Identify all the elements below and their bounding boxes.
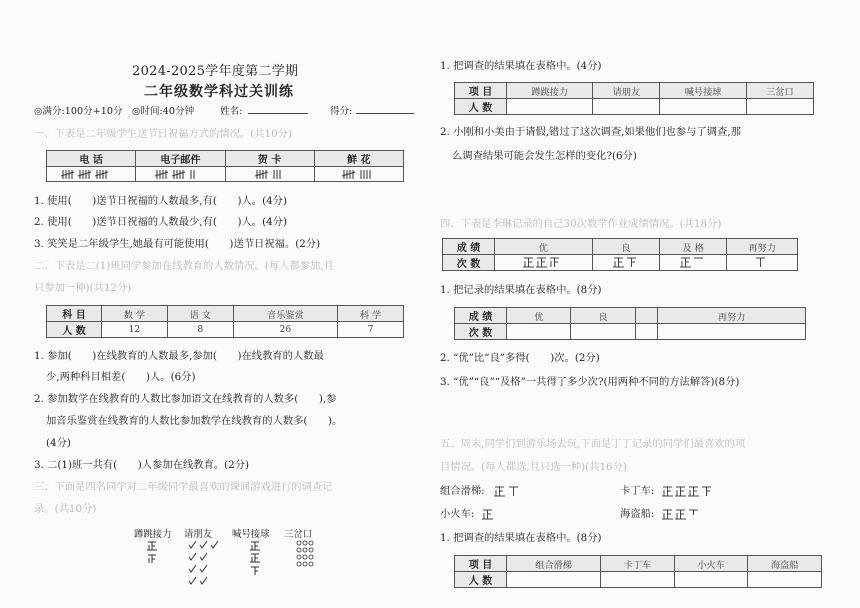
- section4-heading: 四、下表是李琳记录的自己30次数学作业成绩情况。(共18分): [440, 218, 722, 230]
- cell-squat-relay: 蹲跳接力: [507, 83, 593, 99]
- zheng-tally-icon: [146, 541, 160, 565]
- zheng-tally-icon: [249, 541, 263, 577]
- s2-question-2a: 2. 参加数学在线教育的人数比参加语文在线教育的人数多( ),参: [34, 393, 337, 405]
- header-flower: 鲜 花: [314, 151, 403, 167]
- zheng-tally-icon: [523, 257, 563, 268]
- s2-question-1b: 少,两种科目相差( )人。(6分): [46, 371, 196, 383]
- meta-full-score: ◎满分:100分+10分: [34, 106, 123, 117]
- cell-combo-slide: 组合滑梯: [507, 556, 601, 572]
- tally-email: [136, 167, 225, 182]
- answer-cell[interactable]: [593, 99, 660, 115]
- amusement-result-table: [454, 555, 822, 588]
- answer-cell[interactable]: [658, 324, 806, 340]
- s1-question-1: 1. 使用( )送节日祝福的人数最多,有( )人。(4分): [34, 195, 287, 207]
- game-result-table: [454, 82, 814, 115]
- game-label-friends: 请朋友: [184, 529, 213, 540]
- answer-cell[interactable]: [635, 324, 658, 340]
- cell-count-label: 人 数: [455, 572, 507, 588]
- zheng-tally-icon: [662, 509, 702, 520]
- zheng-tally-icon: [494, 486, 522, 497]
- section3-heading-line1: 三、下面是四名同学对二年级同学最喜欢的课间游戏进行的调查记: [34, 481, 333, 493]
- cell-pass: 及 格: [659, 239, 726, 255]
- cell-good: 良: [571, 308, 635, 324]
- zheng-tally-icon: [755, 257, 769, 268]
- cell-try-harder: 再努力: [727, 239, 798, 255]
- name-label: 姓名:: [220, 106, 243, 117]
- cell-science-count: 7: [338, 322, 404, 338]
- online-education-table: [46, 305, 404, 338]
- tally-card: [225, 167, 314, 182]
- cell-good: 良: [592, 239, 659, 255]
- s3-question-2b: 么调查结果可能会发生怎样的变化?(6分): [452, 150, 637, 162]
- checkmarks-icon: [188, 540, 222, 590]
- left-column: [34, 0, 430, 608]
- answer-cell[interactable]: [601, 572, 675, 588]
- record-combo-slide-label: 组合滑梯:: [440, 485, 485, 497]
- score-field[interactable]: [356, 104, 414, 114]
- s5-question-1: 1. 把调查的结果填在表格中。(8分): [440, 532, 602, 544]
- grade-result-table: [454, 307, 806, 340]
- section5-heading-line2: 目情况。(每人都选,且只选一种)(共16分): [440, 461, 627, 473]
- answer-cell[interactable]: [746, 99, 813, 115]
- s3-question-2a: 2. 小刚和小美由于请假,错过了这次调查,如果他们也参与了调查,那: [440, 126, 741, 138]
- cell-excellent: 优: [495, 239, 593, 255]
- header-phone: 电 话: [47, 151, 136, 167]
- cell-chinese: 语 文: [167, 306, 233, 322]
- cell-three-ways: 三岔口: [746, 83, 813, 99]
- cell-excellent: 优: [507, 308, 571, 324]
- right-column: [440, 0, 836, 608]
- page-title: 二年级数学科过关训练: [144, 84, 294, 100]
- section1-heading: 一、下表是二年级学生送节日祝福方式的情况。(共10分): [34, 128, 292, 140]
- s1-question-3: 3. 笑笑是二年级学生,她最有可能使用( )送节日祝福。(2分): [34, 238, 321, 250]
- s3-question-1: 1. 把调查的结果填在表格中。(4分): [440, 60, 602, 72]
- tally-marks-icon: [255, 169, 285, 180]
- zheng-tally-icon: [680, 257, 706, 268]
- game-label-squat-relay: 蹲跳接力: [134, 529, 172, 540]
- name-field[interactable]: [248, 104, 308, 114]
- tally-flower: [314, 167, 403, 182]
- answer-cell[interactable]: [748, 572, 822, 588]
- cell-chinese-count: 8: [167, 322, 233, 338]
- section2-heading-line1: 二、下表是二(1)班同学参加在线教育的人数情况。(每人都参加,且: [34, 260, 334, 272]
- cell-try-harder: 再努力: [658, 308, 806, 324]
- greeting-method-table: [46, 150, 404, 182]
- zheng-tally-icon: [482, 509, 496, 520]
- game-label-number-catch: 喊号接球: [232, 529, 270, 540]
- tally-try-harder: [727, 255, 798, 271]
- header-card: 贺 卡: [225, 151, 314, 167]
- cell-go-kart: 卡丁车: [601, 556, 675, 572]
- answer-cell[interactable]: [507, 99, 593, 115]
- answer-cell[interactable]: [507, 324, 571, 340]
- cell-item-label: 项 目: [455, 556, 507, 572]
- tally-marks-icon: [342, 169, 376, 180]
- cell-count-label: 人 数: [455, 99, 507, 115]
- cell-music: 音乐鉴赏: [233, 306, 338, 322]
- s4-question-2: 2. “优”比“良”多得( )次。(2分): [440, 352, 600, 364]
- cell-grade-label: 成 绩: [455, 308, 507, 324]
- section5-heading-line1: 五、周末,同学们到游乐场去玩,下面是丁丁记录的同学们最喜欢的项: [440, 438, 746, 450]
- record-pirate-ship-label: 海盗船:: [620, 508, 655, 520]
- zheng-tally-icon: [662, 486, 716, 497]
- tally-excellent: [495, 255, 593, 271]
- s1-question-2: 2. 使用( )送节日祝福的人数最少,有( )人。(4分): [34, 216, 287, 228]
- cell-subject-label: 科 目: [47, 306, 102, 322]
- header-email: 电子邮件: [136, 151, 225, 167]
- answer-cell[interactable]: [571, 324, 635, 340]
- cell-grade-label: 成 绩: [443, 239, 495, 255]
- cell-mini-train: 小火车: [674, 556, 748, 572]
- section2-heading-line2: 只参加一种)(共12分): [34, 282, 132, 294]
- s4-question-3: 3. “优”“良”“及格”一共得了多少次?(用两种不同的方法解答)(8分): [440, 376, 740, 388]
- answer-cell[interactable]: [507, 572, 601, 588]
- score-label: 得分:: [330, 106, 353, 117]
- tally-good: [592, 255, 659, 271]
- tally-phone: [47, 167, 136, 182]
- cell-music-count: 26: [233, 322, 338, 338]
- s2-question-2b: 加音乐鉴赏在线教育的人数比参加数学在线教育的人数多( )。: [46, 415, 343, 427]
- cell-science: 科 学: [338, 306, 404, 322]
- homework-grade-table: [442, 238, 798, 271]
- answer-cell[interactable]: [674, 572, 748, 588]
- answer-cell[interactable]: [660, 99, 746, 115]
- tally-marks-icon: [61, 169, 121, 180]
- cell-times-label: 次 数: [455, 324, 507, 340]
- meta-time: ◎时间:40分钟: [132, 106, 195, 117]
- cell-math: 数 学: [102, 306, 168, 322]
- zheng-tally-icon: [613, 257, 639, 268]
- s2-question-3: 3. 二(1)班一共有( )人参加在线教育。(2分): [34, 459, 250, 471]
- cell-math-count: 12: [102, 322, 168, 338]
- cell-count-label: 人 数: [47, 322, 102, 338]
- cell-friends: 请朋友: [593, 83, 660, 99]
- circles-icon: [296, 540, 318, 576]
- cell-number-catch: 喊号接球: [660, 83, 746, 99]
- game-survey-record: [134, 526, 324, 606]
- section3-heading-line2: 录。(共10分): [34, 503, 97, 515]
- record-go-kart-label: 卡丁车:: [620, 485, 655, 497]
- record-mini-train-label: 小火车:: [440, 508, 475, 520]
- cell-item-label: 项 目: [455, 83, 507, 99]
- cell-times-label: 次 数: [443, 255, 495, 271]
- cell-pass: [635, 308, 658, 324]
- s4-question-1: 1. 把记录的结果填在表格中。(8分): [440, 284, 602, 296]
- s2-question-1a: 1. 参加( )在线教育的人数最多,参加( )在线教育的人数最: [34, 350, 324, 362]
- cell-pirate-ship: 海盗船: [748, 556, 822, 572]
- semester-title: 2024-2025学年度第二学期: [132, 64, 299, 79]
- tally-pass: [659, 255, 726, 271]
- tally-marks-icon: [155, 169, 205, 180]
- s2-question-2c: (4分): [46, 437, 71, 449]
- game-label-three-ways: 三岔口: [284, 529, 313, 540]
